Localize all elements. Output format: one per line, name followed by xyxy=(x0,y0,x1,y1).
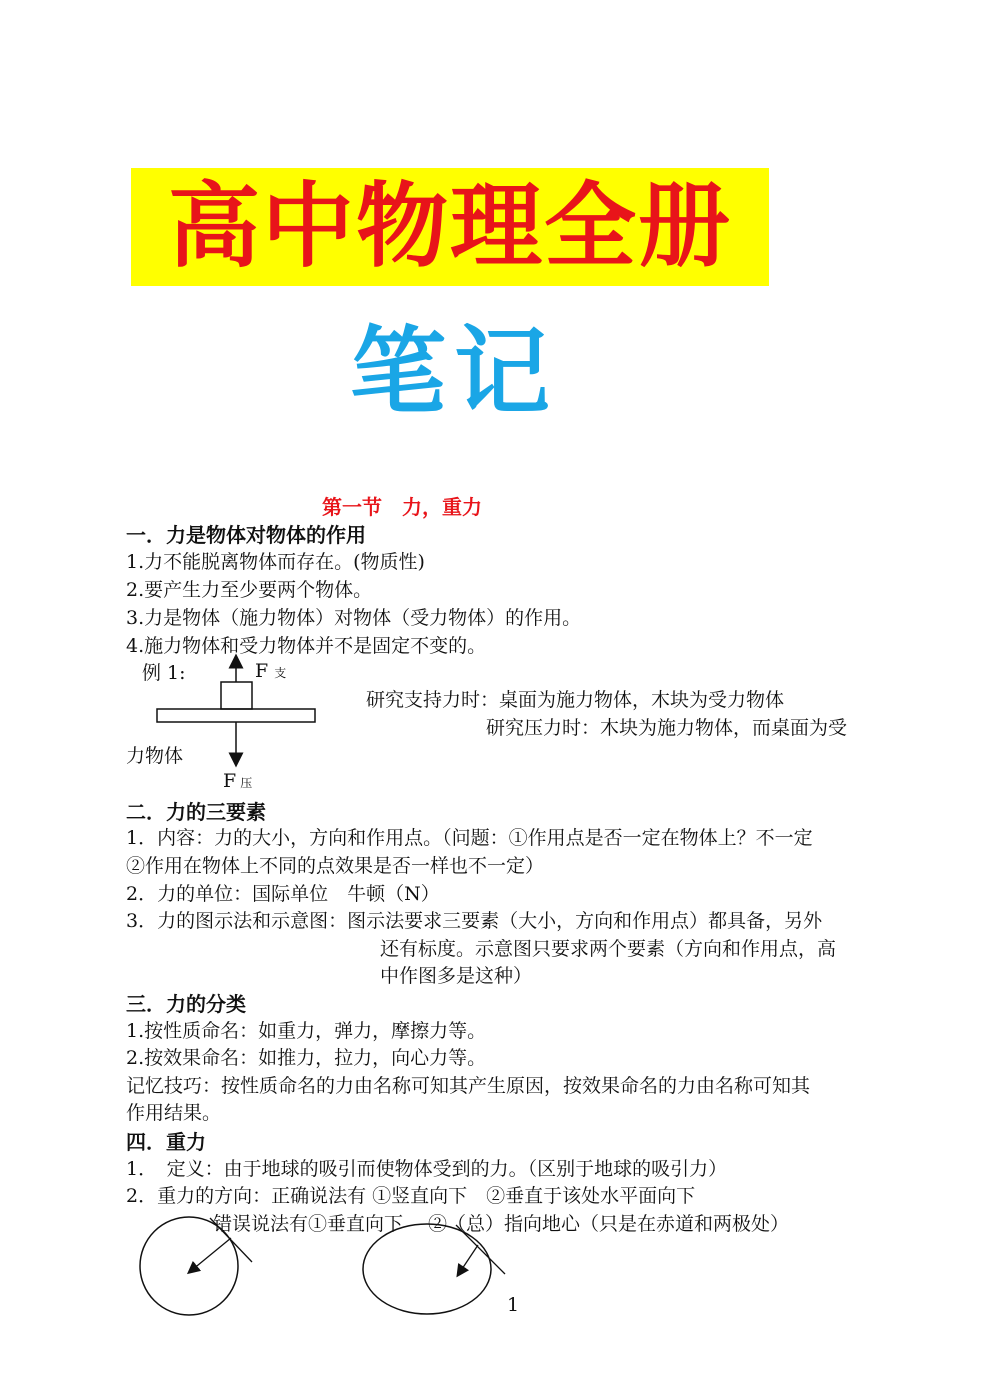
gravity-arrow-left xyxy=(192,1238,231,1270)
part2-item-3b: 还有标度。示意图只要求两个要素（方向和作用点，高 xyxy=(380,938,837,960)
part2-item-2: 2．力的单位：国际单位 牛顿（N） xyxy=(126,883,440,905)
force-up-label: F支 xyxy=(255,660,287,682)
part4-heading: 四．重力 xyxy=(126,1130,206,1154)
part3-heading: 三．力的分类 xyxy=(126,992,246,1016)
part1-item-1: 1.力不能脱离物体而存在。(物质性) xyxy=(126,551,425,573)
part2-item-1a: 1．内容：力的大小，方向和作用点。（问题：①作用点是否一定在物体上？不一定 xyxy=(126,827,813,849)
part2-item-3a: 3．力的图示法和示意图：图示法要求三要素（大小，方向和作用点）都具备，另外 xyxy=(126,910,823,932)
part2-heading: 二．力的三要素 xyxy=(126,800,266,824)
part3-tip-b: 作用结果。 xyxy=(126,1102,222,1124)
example-label: 例 1: xyxy=(142,662,186,684)
part3-tip-a: 记忆技巧：按性质命名的力由名称可知其产生原因，按效果命名的力由名称可知其 xyxy=(126,1075,811,1097)
earth-ellipse xyxy=(363,1224,491,1314)
part1-heading: 一．力是物体对物体的作用 xyxy=(126,523,366,547)
part3-item-1: 1.按性质命名：如重力，弹力，摩擦力等。 xyxy=(126,1020,487,1042)
gravity-arrow-right xyxy=(460,1245,478,1272)
part1-item-2: 2.要产生力至少要两个物体。 xyxy=(126,579,373,601)
part4-item-1: 1． 定义：由于地球的吸引而使物体受到的力。（区别于地球的吸引力） xyxy=(126,1158,728,1180)
section-title: 第一节 力，重力 xyxy=(322,495,482,519)
example-note-3: 力物体 xyxy=(126,745,184,767)
part4-item-2-wrong: 错误说法有①垂直向下 ②（总）指向地心（只是在赤道和两极处） xyxy=(213,1213,790,1235)
part2-item-1b: ②作用在物体上不同的点效果是否一样也不一定） xyxy=(126,855,545,877)
wooden-block xyxy=(221,682,252,709)
part2-item-3c: 中作图多是这种） xyxy=(380,965,533,987)
main-title: 高中物理全册 xyxy=(167,173,732,280)
subtitle: 笔记 xyxy=(350,316,558,428)
page-number: 1 xyxy=(507,1294,520,1316)
part1-item-4: 4.施力物体和受力物体并不是固定不变的。 xyxy=(126,635,487,657)
force-down-label: F压 xyxy=(223,770,253,792)
example-note-1: 研究支持力时：桌面为施力物体，木块为受力物体 xyxy=(366,689,785,711)
part4-item-2: 2．重力的方向：正确说法有 ①竖直向下 ②垂直于该处水平面向下 xyxy=(126,1185,696,1207)
table-surface xyxy=(157,709,315,722)
part1-item-3: 3.力是物体（施力物体）对物体（受力物体）的作用。 xyxy=(126,607,582,629)
part3-item-2: 2.按效果命名：如推力，拉力，向心力等。 xyxy=(126,1047,487,1069)
example-note-2: 研究压力时：木块为施力物体，而桌面为受 xyxy=(486,717,848,739)
